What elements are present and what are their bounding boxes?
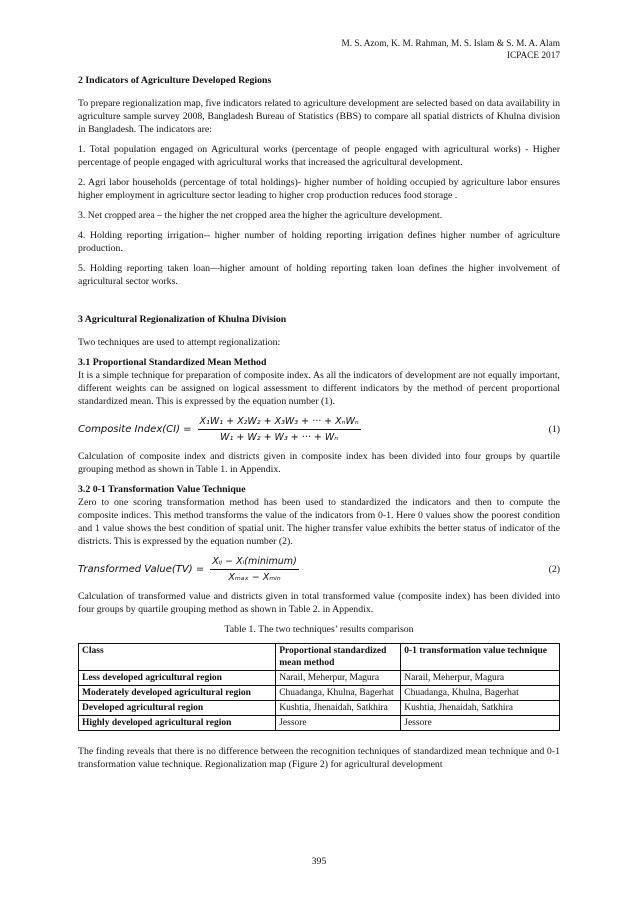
running-header bbox=[342, 38, 561, 62]
equation-2-fraction bbox=[210, 555, 299, 584]
equation-1 bbox=[78, 415, 560, 444]
indicator-item-4: 4. Holding reporting irrigation-- higher number of holding reporting irrigation defines higher number of agriculture production. bbox=[78, 230, 560, 254]
equation-2 bbox=[78, 555, 560, 584]
table-header-psm: Proportional standardized mean method bbox=[276, 644, 401, 671]
table-cell-class: Highly developed agricultural region bbox=[79, 716, 276, 731]
table-row bbox=[79, 701, 560, 716]
indicator-item-2: 2. Agri labor households (percentage of total holdings)- higher number of holding occupied by agriculture labor ensures higher employment in agriculture sector leading to higher crop production reduces food storage . bbox=[78, 177, 560, 201]
table-header-class: Class bbox=[79, 644, 276, 671]
table-cell: Kushtia, Jhenaidah, Satkhira bbox=[401, 701, 560, 716]
subsection32-after: Calculation of transformed value and districts given in total transformed value (composite index) has been divided into four groups by quartile grouping method as shown in Table 2. in Appendix. bbox=[78, 591, 560, 615]
section3-heading: 3 Agricultural Regionalization of Khulna Division bbox=[78, 314, 287, 325]
table-cell-class: Less developed agricultural region bbox=[79, 671, 276, 686]
comparison-table bbox=[78, 643, 560, 731]
section3-intro: Two techniques are used to attempt regionalization: bbox=[78, 337, 281, 348]
table-cell: Jessore bbox=[276, 716, 401, 731]
table-row bbox=[79, 716, 560, 731]
page-number: 395 bbox=[311, 856, 327, 867]
table-cell: Chuadanga, Khulna, Bagerhat bbox=[276, 686, 401, 701]
equation-1-numerator: X₁W₁ + X₂W₂ + X₃W₃ + ··· + XₙWₙ bbox=[198, 415, 361, 430]
subsection31-text: It is a simple technique for preparation of composite index. As all the indicators of development are not equally important, different weights can be assigned on logical assessment to different indicators by the method of percent proportional standardized mean. This is expressed by the equation number (1). bbox=[78, 370, 560, 407]
closing-paragraph: The finding reveals that there is no difference between the recognition techniques of standardized mean technique and 0-1 transformation value technique. Regionalization map (Figure 2) for agricultural development bbox=[78, 746, 560, 770]
table-row bbox=[79, 686, 560, 701]
section2-heading: 2 Indicators of Agriculture Developed Regions bbox=[78, 75, 272, 86]
table-cell: Kushtia, Jhenaidah, Satkhira bbox=[276, 701, 401, 716]
header-authors: M. S. Azom, K. M. Rahman, M. S. Islam & S. M. A. Alam bbox=[341, 39, 560, 49]
table-row bbox=[79, 671, 560, 686]
section2-intro: To prepare regionalization map, five indicators related to agriculture development are selected based on data availability in agriculture sample survey 2008, Bangladesh Bureau of Statistics (BBS) to compare all spatial districts of Khulna division in Bangladesh. The indicators are: bbox=[78, 98, 560, 135]
subsection32-heading: 3.2 0-1 Transformation Value Technique bbox=[78, 484, 246, 495]
subsection31-heading: 3.1 Proportional Standardized Mean Method bbox=[78, 357, 267, 368]
table-cell: Narail, Meherpur, Magura bbox=[401, 671, 560, 686]
subsection32-text: Zero to one scoring transformation method has been used to standardized the indicators and then to compute the composite indices. This method transforms the value of the indicators from 0-1. Here 0 values show the poorest condition and 1 value shows the best condition of spatial unit. The higher transfer value exhibits the better status of indicator of the districts. This is expressed by the equation number (2). bbox=[78, 497, 560, 547]
table-cell-class: Moderately developed agricultural region bbox=[79, 686, 276, 701]
indicator-item-1: 1. Total population engaged on Agricultural works (percentage of people engaged with agricultural works) - Higher percentage of people engaged with agricultural works that increased the agricultural development. bbox=[78, 144, 560, 168]
equation-2-lhs: Transformed Value(TV) = bbox=[78, 564, 205, 575]
equation-2-number: (2) bbox=[548, 564, 560, 575]
equation-2-denominator: Xₘₐₓ − Xₘᵢₙ bbox=[228, 572, 281, 583]
equation-1-number: (1) bbox=[548, 424, 560, 435]
indicator-item-3: 3. Net cropped area – the higher the net cropped area the higher the agriculture development. bbox=[78, 210, 443, 221]
table-cell: Jessore bbox=[401, 716, 560, 731]
body-content bbox=[78, 74, 560, 778]
table-header-tv: 0-1 transformation value technique bbox=[401, 644, 560, 671]
table-header-row bbox=[79, 644, 560, 671]
table-cell: Narail, Meherpur, Magura bbox=[276, 671, 401, 686]
equation-1-lhs: Composite Index(CI) = bbox=[78, 424, 192, 435]
table-cell: Chuadanga, Khulna, Bagerhat bbox=[401, 686, 560, 701]
subsection31-after: Calculation of composite index and districts given in composite index has been divided into four groups by quartile grouping method as shown in Table 1. in Appendix. bbox=[78, 451, 560, 475]
indicator-item-5: 5. Holding reporting taken loan—higher amount of holding reporting taken loan defines the higher involvement of agricultural sector works. bbox=[78, 263, 560, 287]
equation-1-fraction bbox=[198, 415, 361, 444]
equation-2-numerator: Xᵢⱼ − Xᵢ(minimum) bbox=[210, 555, 299, 570]
header-conference: ICPACE 2017 bbox=[506, 51, 560, 61]
table-caption: Table 1. The two techniques’ results comparison bbox=[224, 624, 414, 635]
table-cell-class: Developed agricultural region bbox=[79, 701, 276, 716]
equation-1-denominator: W₁ + W₂ + W₃ + ··· + Wₙ bbox=[220, 432, 339, 443]
